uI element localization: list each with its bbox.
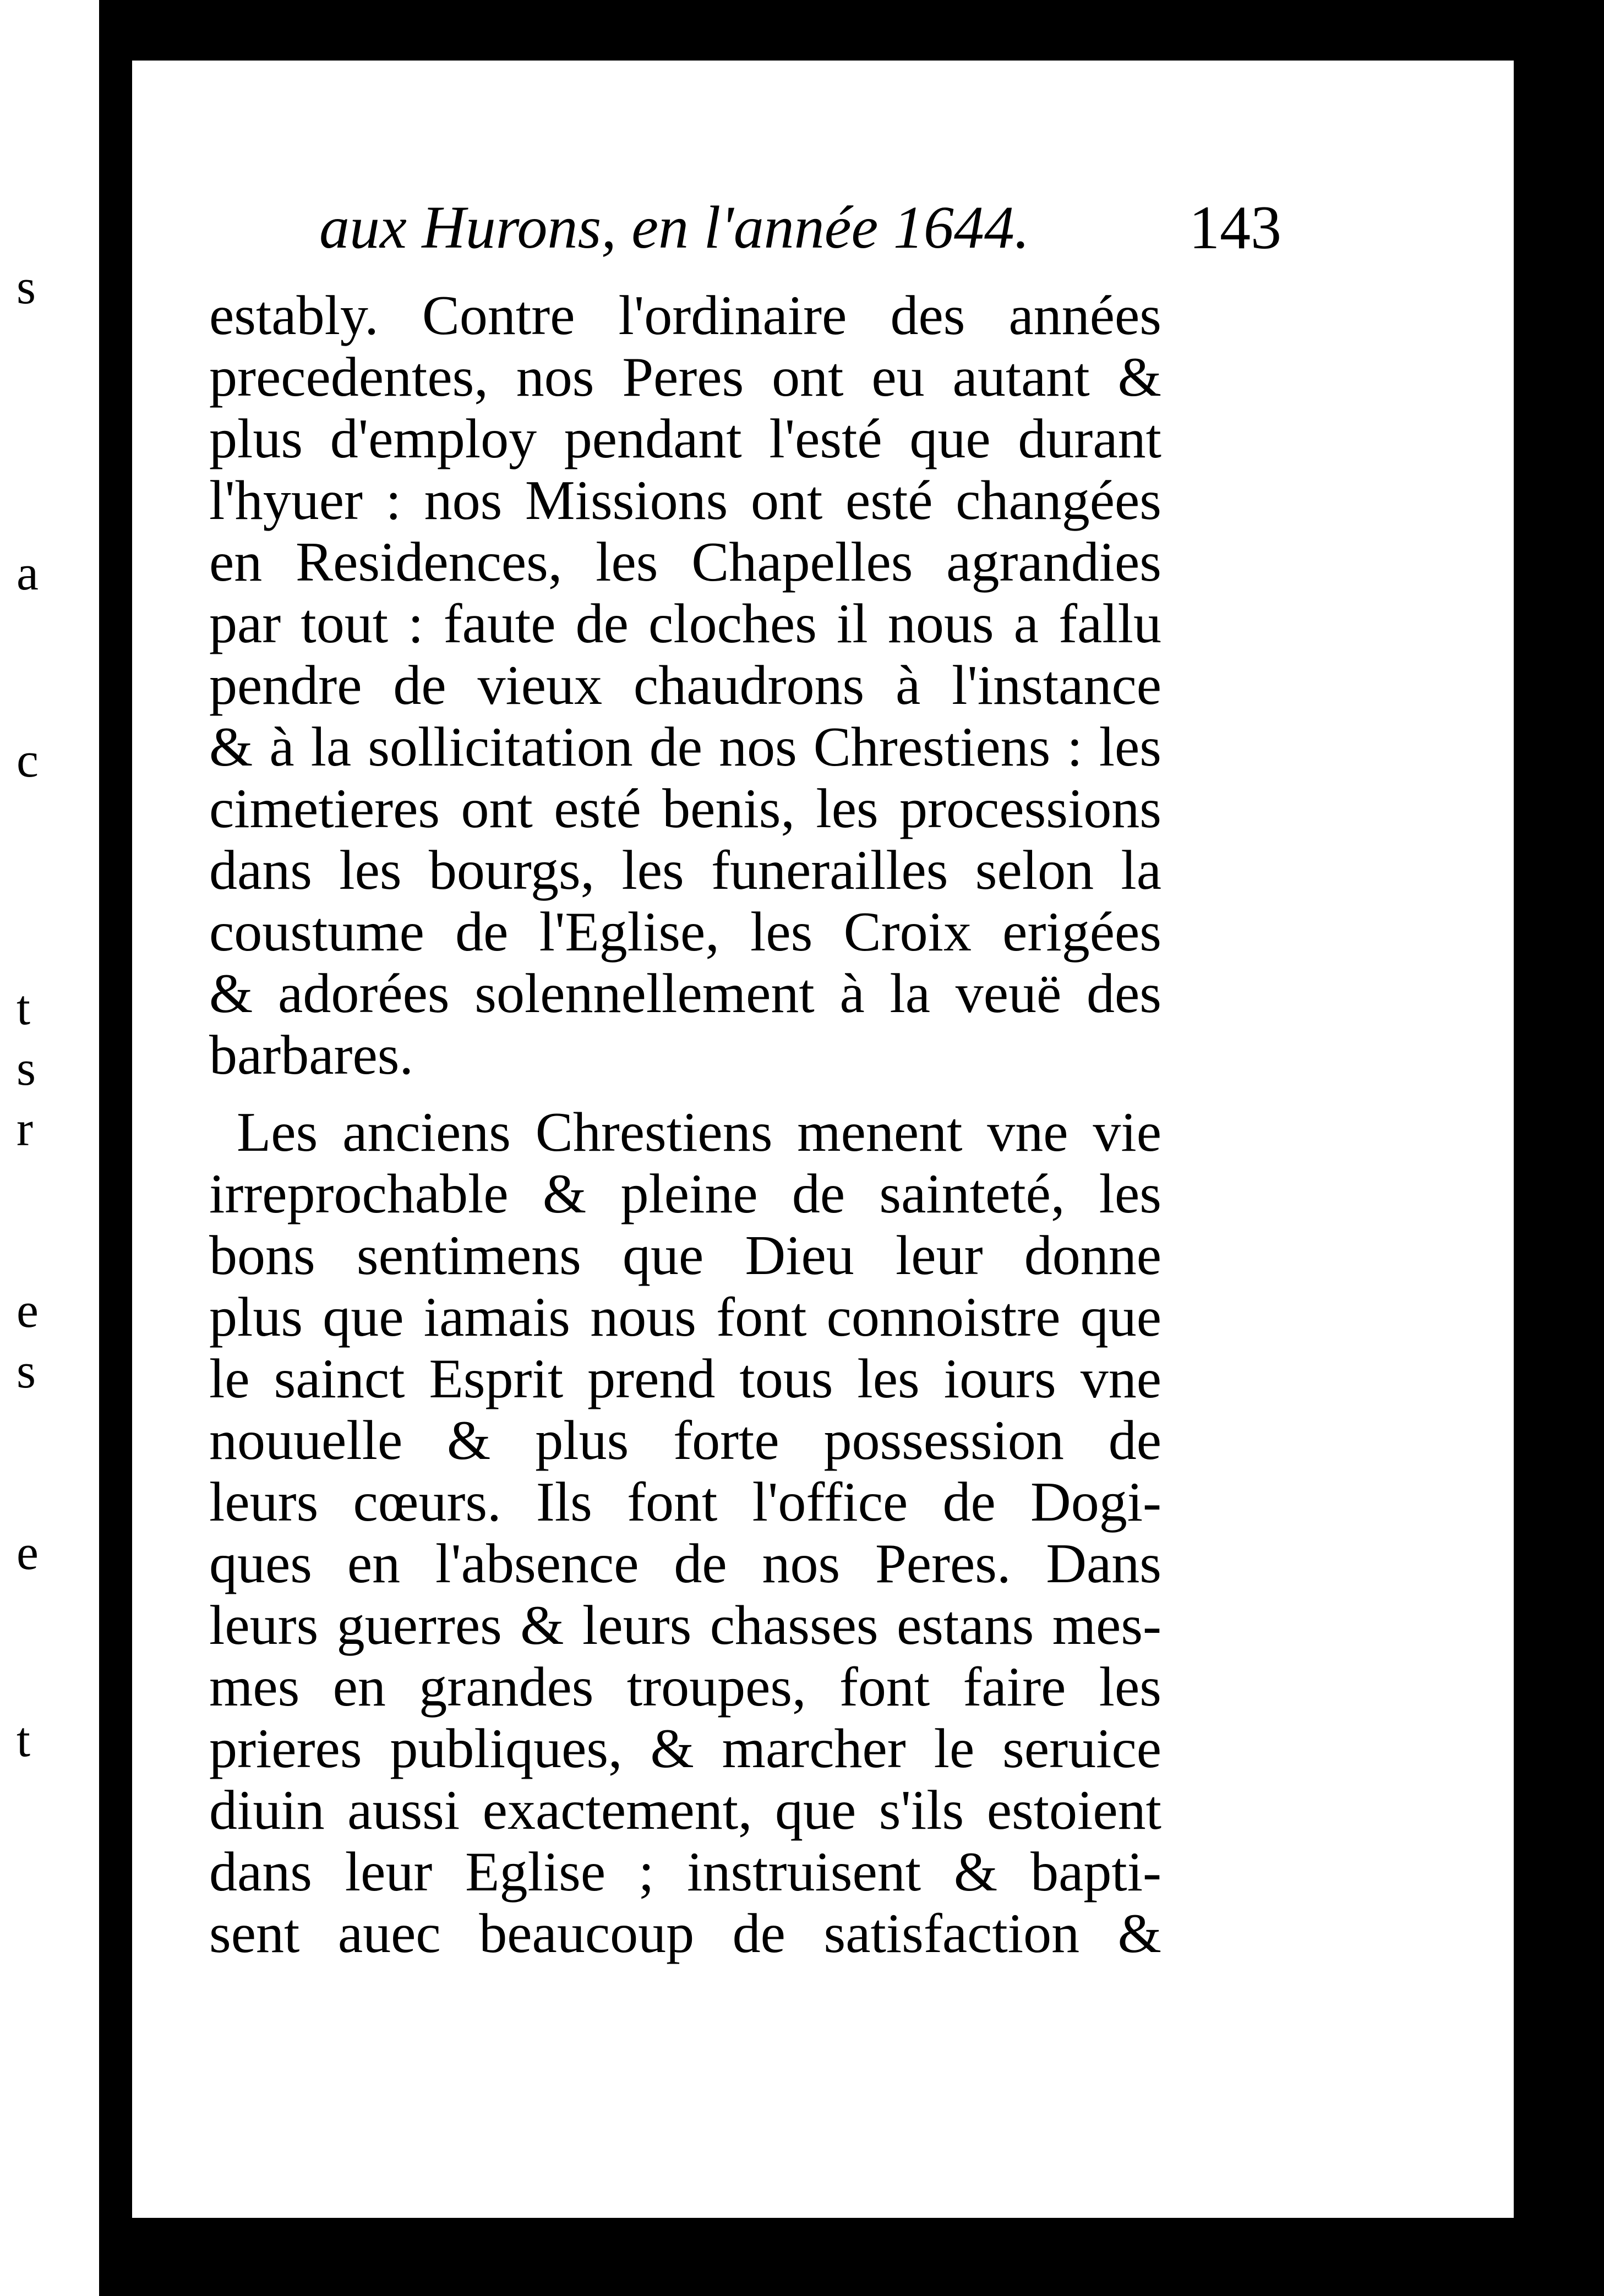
- text-line: & adorées solennellement à la veuë des: [209, 963, 1161, 1025]
- text-line: diuin aussi exactement, que s'ils estoient: [209, 1779, 1161, 1841]
- text-line: le sainct Esprit prend tous les iours vne: [209, 1348, 1161, 1410]
- margin-fragment: a: [17, 546, 39, 600]
- margin-fragment: s: [17, 1344, 36, 1398]
- text-line: Les anciens Chrestiens menent vne vie: [237, 1101, 1161, 1163]
- margin-fragment: t: [17, 981, 31, 1035]
- text-line: dans leur Eglise ; instruisent & bapti-: [209, 1841, 1161, 1903]
- adjacent-page-edge: [0, 0, 99, 2296]
- margin-fragment: s: [17, 260, 36, 314]
- text-line: precedentes, nos Peres ont eu autant &: [209, 346, 1161, 408]
- running-head: aux Hurons, en l'année 1644.: [319, 194, 1030, 261]
- text-line: en Residences, les Chapelles agrandies: [209, 531, 1161, 593]
- margin-fragment: r: [17, 1102, 33, 1156]
- text-line: prieres publiques, & marcher le seruice: [209, 1718, 1161, 1780]
- text-line: leurs cœurs. Ils font l'office de Dogi-: [209, 1471, 1161, 1533]
- margin-fragment: e: [17, 1526, 39, 1580]
- margin-fragment: e: [17, 1283, 39, 1338]
- text-line: irreprochable & pleine de sainteté, les: [209, 1163, 1161, 1225]
- binding-gutter: [99, 0, 132, 2296]
- paragraph-2: [209, 1102, 1161, 1965]
- body-text: [209, 285, 1161, 1965]
- paragraph-1: [209, 285, 1161, 1086]
- text-line: nouuelle & plus forte possession de: [209, 1409, 1161, 1472]
- text-line: leurs guerres & leurs chasses estans mes-: [209, 1594, 1161, 1657]
- text-line: coustume de l'Eglise, les Croix erigées: [209, 901, 1161, 963]
- margin-fragment: c: [17, 733, 39, 788]
- text-line: bons sentimens que Dieu leur donne: [209, 1224, 1161, 1287]
- text-line: ques en l'absence de nos Peres. Dans: [209, 1533, 1161, 1595]
- text-line: & à la sollicitation de nos Chrestiens : les: [209, 716, 1161, 778]
- text-line: pendre de vieux chaudrons à l'instance: [209, 654, 1161, 717]
- page-number: 143: [1189, 194, 1281, 262]
- text-line: barbares.: [209, 1024, 413, 1086]
- text-line: plus d'employ pendant l'esté que durant: [209, 408, 1161, 470]
- margin-fragment: s: [17, 1041, 36, 1096]
- margin-fragment: t: [17, 1713, 31, 1767]
- text-line: par tout : faute de cloches il nous a fallu: [209, 593, 1161, 655]
- text-line: cimetieres ont esté benis, les processions: [209, 778, 1161, 840]
- adjacent-page-fragments: [0, 0, 77, 2296]
- paragraph-gap: [209, 1086, 1161, 1102]
- text-line: mes en grandes troupes, font faire les: [209, 1656, 1161, 1718]
- text-line: plus que iamais nous font connoistre que: [209, 1286, 1161, 1348]
- text-line: dans les bourgs, les funerailles selon la: [209, 839, 1161, 901]
- text-line: sent auec beaucoup de satisfaction &: [209, 1903, 1161, 1965]
- text-line: l'hyuer : nos Missions ont esté changées: [209, 469, 1161, 532]
- text-line: estably. Contre l'ordinaire des années: [209, 285, 1161, 347]
- book-page: [132, 61, 1514, 2218]
